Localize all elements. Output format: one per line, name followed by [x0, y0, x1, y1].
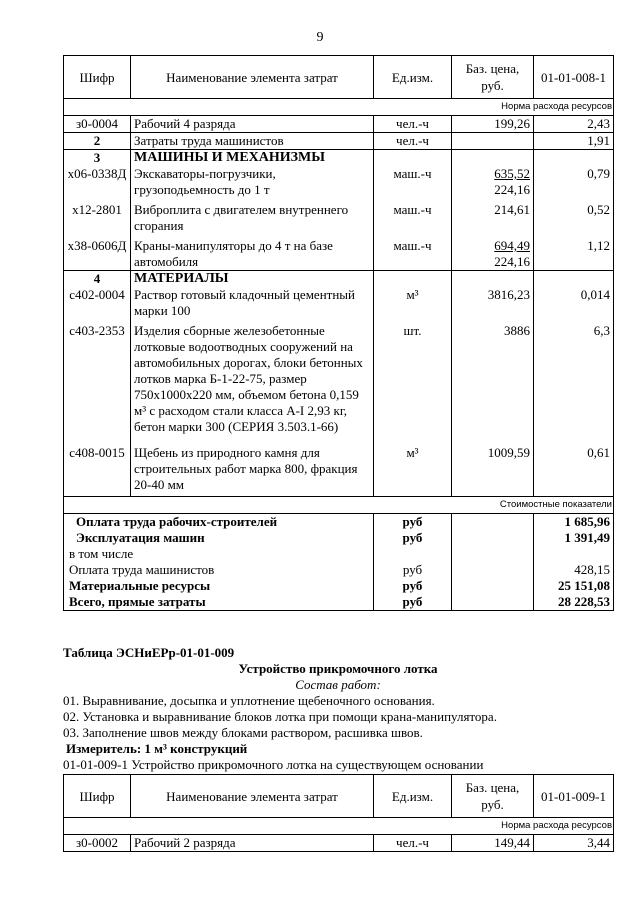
work-item: 03. Заполнение швов между блоками раствором, расшивка швов. [63, 725, 423, 740]
cost-label: Стоимостные показатели [64, 497, 614, 514]
cell-price: 3886 [452, 323, 534, 445]
total-row [64, 578, 614, 594]
cell-price: 149,44 [452, 835, 534, 852]
table-row [64, 835, 614, 852]
total-row [64, 594, 614, 611]
total-value: 1 685,96 [534, 514, 614, 531]
cell-code: х06-0338Д [64, 166, 131, 202]
header-code: Шифр [64, 775, 131, 818]
header-unit: Ед.изм. [374, 775, 452, 818]
total-value: 28 228,53 [534, 594, 614, 611]
cell-unit: маш.-ч [374, 202, 452, 238]
total-row [64, 562, 614, 578]
cell-price: 3816,23 [452, 287, 534, 323]
total-name: в том числе [64, 546, 374, 562]
total-name: Материальные ресурсы [64, 578, 374, 594]
total-name: Оплата труда машинистов [64, 562, 374, 578]
measure-label: Измеритель: 1 м³ конструкций [66, 741, 248, 756]
header-name: Наименование элемента затрат [131, 56, 374, 99]
cell-unit: чел.-ч [374, 116, 452, 133]
cell-price: 199,26 [452, 116, 534, 133]
cell-value: 0,79 [534, 166, 614, 202]
section-heading-row [64, 271, 614, 288]
table-row [64, 116, 614, 133]
cell-unit: шт. [374, 323, 452, 445]
cell-code: з0-0004 [64, 116, 131, 133]
cell-name: Раствор готовый кладочный цементный марки 100 [131, 287, 374, 323]
cell-name: Краны-манипуляторы до 4 т на базе автомобиля [131, 238, 374, 271]
header-price: Баз. цена, руб. [452, 775, 534, 818]
total-row [64, 514, 614, 531]
cell-unit: маш.-ч [374, 238, 452, 271]
cell-code: х38-0606Д [64, 238, 131, 271]
header-unit: Ед.изм. [374, 56, 452, 99]
cell-unit: м³ [374, 287, 452, 323]
total-unit: руб [374, 530, 452, 546]
total-unit: руб [374, 514, 452, 531]
header-norm-code: 01-01-009-1 [534, 775, 614, 818]
table-row [64, 238, 614, 271]
cell-code: х12-2801 [64, 202, 131, 238]
cell-value: 0,61 [534, 445, 614, 497]
cell-name: Изделия сборные железобетонные лотковые водоотводных сооружений на автомобильных дорогах, блоки бетонных лотков марка Б-1-22-75, размер 750х1000х220 мм, объемом бетона 0,159 м³ с расходом стали класса А-I 2,93 кг, бетон марки 300 (СЕРИЯ 3.503.1-66) [131, 323, 374, 445]
table-row [64, 445, 614, 497]
cell-code: з0-0002 [64, 835, 131, 852]
total-name: Эксплуатация машин [64, 530, 374, 546]
table-row [64, 133, 614, 150]
total-row [64, 546, 614, 562]
resource-table-01-01-009-1 [63, 774, 614, 852]
cell-name: Виброплита с двигателем внутреннего сгорания [131, 202, 374, 238]
cell-code: 2 [64, 133, 131, 150]
cell-code: 3 [64, 150, 131, 167]
work-item: 02. Установка и выравнивание блоков лотка при помощи крана-манипулятора. [63, 709, 497, 724]
header-name: Наименование элемента затрат [131, 775, 374, 818]
total-name: Всего, прямые затраты [64, 594, 374, 611]
cell-unit: чел.-ч [374, 133, 452, 150]
table-row [64, 287, 614, 323]
cell-code: 4 [64, 271, 131, 288]
table-row [64, 202, 614, 238]
cell-value: 1,91 [534, 133, 614, 150]
cell-name: МАШИНЫ И МЕХАНИЗМЫ [131, 150, 374, 167]
total-row [64, 530, 614, 546]
total-value: 25 151,08 [534, 578, 614, 594]
header-norm-code: 01-01-008-1 [534, 56, 614, 99]
cell-code: с408-0015 [64, 445, 131, 497]
total-unit: руб [374, 562, 452, 578]
work-item: 01. Выравнивание, досыпка и уплотнение щебеночного основания. [63, 693, 435, 708]
header-price: Баз. цена, руб. [452, 56, 534, 99]
table-header-row [64, 775, 614, 818]
cell-code: с402-0004 [64, 287, 131, 323]
item-title: 01-01-009-1 Устройство прикромочного лотка на существующем основании [63, 757, 484, 772]
cell-unit: чел.-ч [374, 835, 452, 852]
cell-name: МАТЕРИАЛЫ [131, 271, 374, 288]
cell-code: с403-2353 [64, 323, 131, 445]
cell-price: 694,49 [494, 238, 530, 253]
cell-price-2: 224,16 [494, 182, 530, 197]
cell-unit: маш.-ч [374, 166, 452, 202]
table-title: Таблица ЭСНиЕРр-01-01-009 [63, 645, 235, 660]
table-header-row [64, 56, 614, 99]
total-name: Оплата труда рабочих-строителей [64, 514, 374, 531]
section-heading-row [64, 150, 614, 167]
resource-table-01-01-008-1 [63, 55, 614, 611]
cell-price: 635,52 [494, 166, 530, 181]
cell-name: Рабочий 4 разряда [131, 116, 374, 133]
composition-label: Состав работ: [295, 677, 381, 692]
cell-price: 214,61 [452, 202, 534, 238]
cell-price-2: 224,16 [494, 254, 530, 269]
cell-value: 1,12 [534, 238, 614, 271]
cell-value: 3,44 [534, 835, 614, 852]
cell-name: Экскаваторы-погрузчики, грузоподьемность до 1 т [131, 166, 374, 202]
cell-name: Рабочий 2 разряда [131, 835, 374, 852]
cell-name: Щебень из природного камня для строительных работ марка 800, фракция 20-40 мм [131, 445, 374, 497]
total-value: 1 391,49 [534, 530, 614, 546]
total-unit: руб [374, 578, 452, 594]
cell-value: 6,3 [534, 323, 614, 445]
cell-value: 2,43 [534, 116, 614, 133]
cell-value: 0,52 [534, 202, 614, 238]
table-row [64, 166, 614, 202]
cell-name: Затраты труда машинистов [131, 133, 374, 150]
cell-price [452, 133, 534, 150]
cell-price: 1009,59 [452, 445, 534, 497]
table-row [64, 323, 614, 445]
header-code: Шифр [64, 56, 131, 99]
total-unit: руб [374, 594, 452, 611]
total-value: 428,15 [534, 562, 614, 578]
table-subtitle: Устройство прикромочного лотка [238, 661, 438, 676]
cell-value: 0,014 [534, 287, 614, 323]
norm-label: Норма расхода ресурсов [64, 818, 614, 835]
cell-unit: м³ [374, 445, 452, 497]
page-number: 9 [316, 30, 324, 45]
norm-label: Норма расхода ресурсов [64, 99, 614, 116]
